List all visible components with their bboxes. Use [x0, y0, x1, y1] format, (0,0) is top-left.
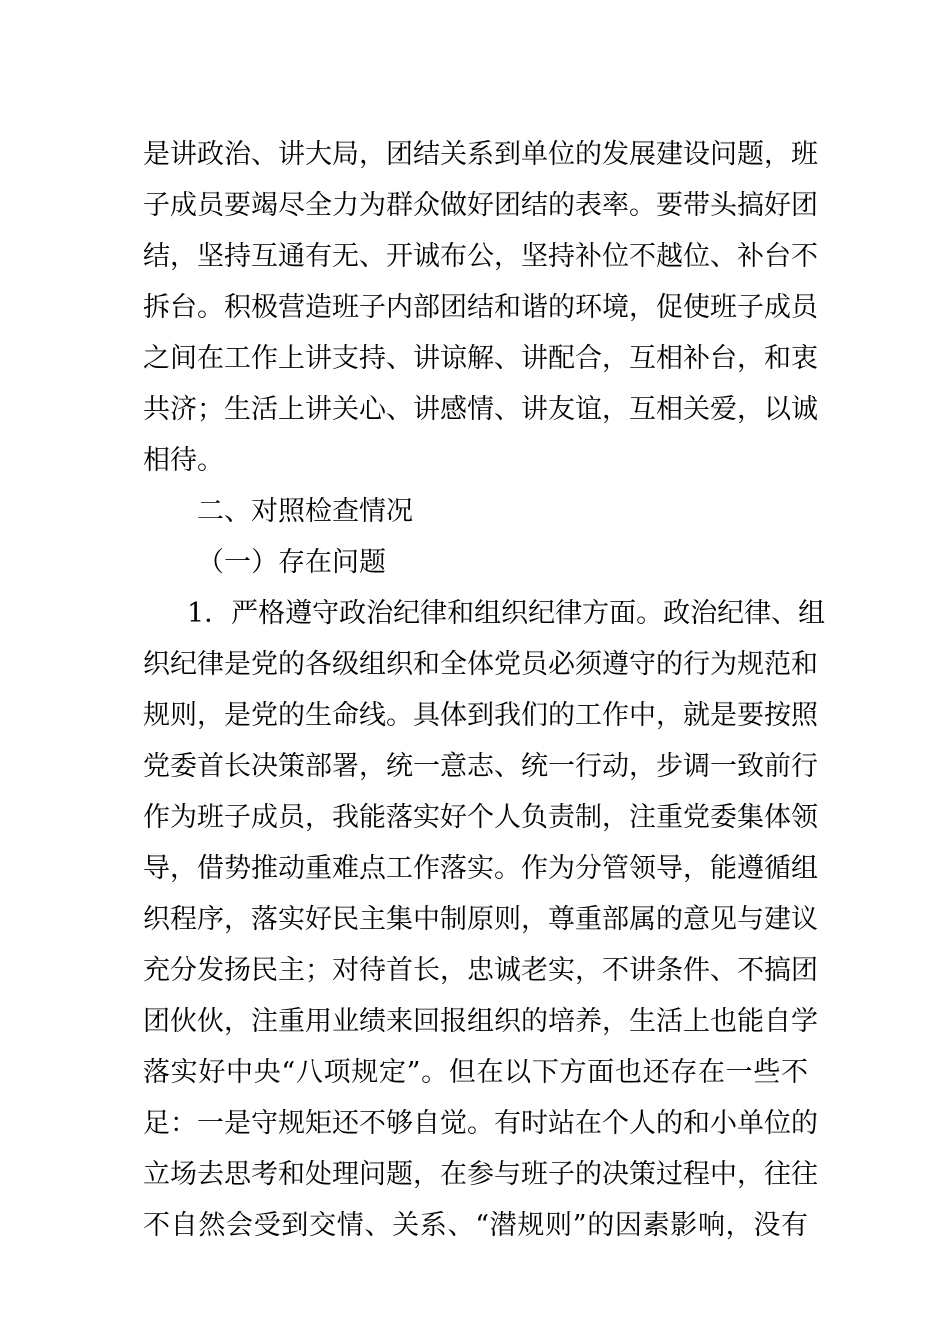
- text-line: 党委首长决策部署，统一意志、统一行动，步调一致前行: [143, 751, 818, 782]
- text-line: 拆台。积极营造班子内部团结和谐的环境，促使班子成员: [143, 292, 818, 323]
- paragraph-unity: [143, 129, 818, 486]
- text-line: 规则，是党的生命线。具体到我们的工作中，就是要按照: [143, 700, 818, 731]
- text-line: 团伙伙，注重用业绩来回报组织的培养，生活上也能自学: [143, 1006, 818, 1037]
- text-line: 之间在工作上讲支持、讲谅解、讲配合，互相补台，和衷: [143, 343, 818, 374]
- document-body: [143, 129, 826, 1251]
- subsection-heading: （一）存在问题: [197, 547, 386, 578]
- text-line: 1．严格遵守政治纪律和组织纪律方面。政治纪律、组: [187, 598, 826, 629]
- text-line: 相待。: [143, 445, 224, 476]
- text-line: 落实好中央“八项规定”。但在以下方面也还存在一些不: [143, 1057, 808, 1088]
- text-line: 作为班子成员，我能落实好个人负责制，注重党委集体领: [143, 802, 818, 833]
- text-line: 立场去思考和处理问题，在参与班子的决策过程中，往往: [143, 1159, 818, 1190]
- text-line: 充分发扬民主；对待首长，忠诚老实，不讲条件、不搞团: [143, 955, 818, 986]
- text-line: 织程序，落实好民主集中制原则，尊重部属的意见与建议: [143, 904, 818, 935]
- text-line: 足：一是守规矩还不够自觉。有时站在个人的和小单位的: [143, 1108, 818, 1139]
- text-line: 织纪律是党的各级组织和全体党员必须遵守的行为规范和: [143, 649, 818, 680]
- section-heading: 二、对照检查情况: [197, 496, 413, 527]
- text-line: 不自然会受到交情、关系、“潜规则”的因素影响，没有: [143, 1210, 808, 1241]
- text-line: 是讲政治、讲大局，团结关系到单位的发展建设问题，班: [143, 139, 818, 170]
- text-line: 结，坚持互通有无、开诚布公，坚持补位不越位、补台不: [143, 241, 818, 272]
- text-line: 导，借势推动重难点工作落实。作为分管领导，能遵循组: [143, 853, 818, 884]
- text-line: 共济；生活上讲关心、讲感情、讲友谊，互相关爱，以诚: [143, 394, 818, 425]
- text-line: 子成员要竭尽全力为群众做好团结的表率。要带头搞好团: [143, 190, 818, 221]
- paragraph-discipline: [143, 588, 826, 1251]
